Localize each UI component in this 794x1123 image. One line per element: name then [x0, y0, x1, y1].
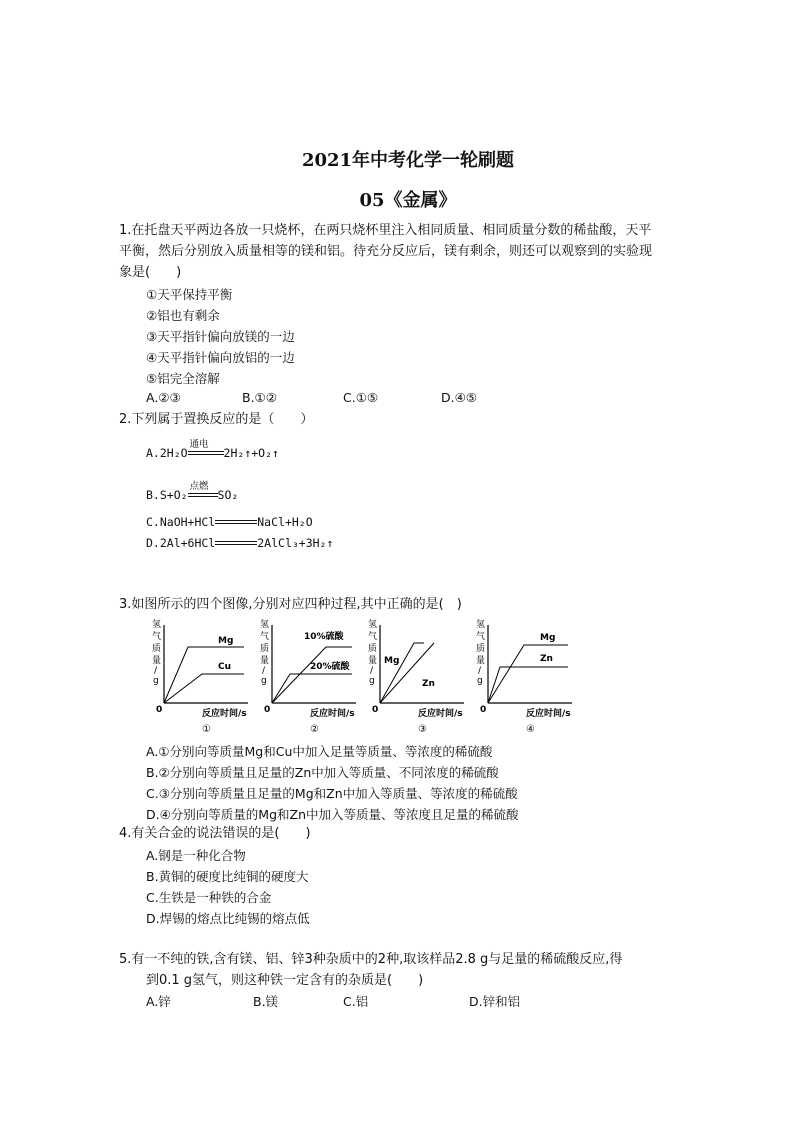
q2-c-lhs: C.NaOH+HCl — [146, 515, 216, 529]
y-axis-label-char: 量 — [476, 656, 486, 666]
chart-panel-1 — [152, 618, 248, 735]
y-axis-label-char: / — [262, 666, 266, 676]
q5-stem-line2: 到0.1 g氢气，则这种铁一定含有的杂质是( ) — [146, 973, 424, 988]
page-subtitle: 05《金属》 — [359, 190, 457, 211]
series-label: 10%硫酸 — [304, 632, 344, 642]
q1-choice-a: A.②③ — [146, 390, 181, 405]
series-line-mg — [380, 643, 424, 703]
q2-c-rhs: NaCl+H₂O — [257, 515, 313, 529]
q4-choice-c: C.生铁是一种铁的合金 — [146, 890, 272, 905]
panel-number: ③ — [418, 724, 427, 735]
series-line-cu — [164, 674, 244, 703]
q3-choice-d: D.④分别向等质量的Mg和Zn中加入等质量、等浓度且足量的稀硫酸 — [146, 807, 519, 822]
origin-label: 0 — [156, 705, 163, 715]
q1-item: ①天平保持平衡 — [146, 287, 233, 302]
chart-panel-2 — [260, 618, 356, 735]
q1-item: ③天平指针偏向放镁的一边 — [146, 329, 295, 344]
q3-choice-c: C.③分别向等质量且足量的Mg和Zn中加入等质量、等浓度的稀硫酸 — [146, 786, 518, 801]
y-axis-label-char: g — [369, 676, 375, 686]
origin-label: 0 — [264, 705, 271, 715]
series-label: 20%硫酸 — [310, 662, 350, 672]
y-axis-label-char: 气 — [368, 632, 378, 642]
series-label: Zn — [422, 679, 435, 689]
y-axis-label-char: 质 — [260, 644, 270, 654]
q2-option-a — [146, 438, 279, 460]
y-axis-label-char: 质 — [368, 644, 378, 654]
y-axis-label-char: 量 — [152, 656, 162, 666]
panel-number: ① — [202, 724, 211, 735]
chart-panel-4 — [476, 618, 572, 735]
q3-choice-a: A.①分别向等质量Mg和Cu中加入足量等质量、等浓度的稀硫酸 — [146, 744, 493, 759]
q1-choice-b: B.①② — [242, 390, 277, 405]
y-axis-label-char: / — [370, 666, 374, 676]
x-axis-label: 反应时间/s — [202, 709, 247, 719]
series-label: Mg — [384, 656, 400, 666]
q5-choice-b: B.镁 — [253, 994, 279, 1009]
x-axis-label: 反应时间/s — [310, 709, 355, 719]
q2-d-rhs: 2AlCl₃+3H₂↑ — [257, 536, 334, 550]
q1-item: ⑤铝完全溶解 — [146, 371, 220, 386]
q1-choice-c: C.①⑤ — [343, 390, 379, 405]
y-axis-label-char: 氢 — [152, 620, 162, 630]
series-line-mg — [164, 647, 244, 703]
y-axis-label-char: / — [478, 666, 482, 676]
panel-number: ② — [310, 724, 319, 735]
q3-choice-b: B.②分别向等质量且足量的Zn中加入等质量、不同浓度的稀硫酸 — [146, 765, 499, 780]
q1-choice-d: D.④⑤ — [441, 390, 478, 405]
q1-stem-line3: 象是( ) — [119, 265, 182, 280]
y-axis-label-char: 气 — [260, 632, 270, 642]
y-axis-label-char: g — [261, 676, 267, 686]
q2-option-c — [146, 515, 313, 529]
origin-label: 0 — [480, 705, 487, 715]
q1-item: ②铝也有剩余 — [146, 308, 220, 323]
q5-choice-a: A.锌 — [146, 994, 171, 1009]
chart-panel-3 — [368, 618, 464, 735]
y-axis-label-char: 质 — [152, 644, 162, 654]
y-axis-label-char: 氢 — [260, 620, 270, 630]
q2-b-lhs: B.S+O₂ — [146, 488, 188, 502]
q2-a-condition: 通电 — [189, 438, 209, 450]
equals-sign — [188, 438, 224, 459]
series-line-zn — [380, 643, 434, 703]
q3-figure — [140, 615, 590, 735]
y-axis-label-char: g — [477, 676, 483, 686]
y-axis-label-char: / — [154, 666, 158, 676]
series-label: Mg — [218, 636, 234, 646]
q1-stem-line2: 平衡，然后分别放入质量相等的镁和铝。待充分反应后，镁有剩余，则还可以观察到的实验现 — [119, 244, 653, 259]
series-line-zn — [488, 667, 568, 703]
series-line-20pct — [272, 674, 352, 703]
q2-a-rhs: 2H₂↑+O₂↑ — [223, 446, 279, 460]
panel-number: ④ — [526, 724, 535, 735]
q2-b-condition: 点燃 — [189, 480, 209, 492]
origin-label: 0 — [372, 705, 379, 715]
y-axis-label-char: g — [153, 676, 159, 686]
q4-choice-b: B.黄铜的硬度比纯铜的硬度大 — [146, 869, 309, 884]
q2-b-rhs: SO₂ — [217, 488, 239, 502]
q4-choice-d: D.焊锡的熔点比纯锡的熔点低 — [146, 911, 310, 926]
series-label: Zn — [540, 654, 553, 664]
y-axis-label-char: 量 — [368, 656, 378, 666]
y-axis-label-char: 氢 — [368, 620, 378, 630]
y-axis-label-char: 量 — [260, 656, 270, 666]
q2-option-b — [146, 480, 239, 502]
series-label: Mg — [540, 633, 556, 643]
series-line-10pct — [272, 647, 352, 703]
q1-stem-line1: 1.在托盘天平两边各放一只烧杯，在两只烧杯里注入相同质量、相同质量分数的稀盐酸，天平 — [119, 223, 652, 238]
y-axis-label-char: 氢 — [476, 620, 486, 630]
series-line-mg — [488, 645, 568, 703]
x-axis-label: 反应时间/s — [418, 709, 463, 719]
q2-stem: 2.下列属于置换反应的是（ ） — [119, 412, 314, 427]
q4-stem: 4.有关合金的说法错误的是( ) — [119, 826, 311, 841]
equals-sign — [215, 518, 257, 528]
series-label: Cu — [218, 662, 232, 672]
q4-choice-a: A.钢是一种化合物 — [146, 848, 246, 863]
page-title: 2021年中考化学一轮刷题 — [301, 150, 515, 171]
q1-item: ④天平指针偏向放铝的一边 — [146, 350, 295, 365]
x-axis-label: 反应时间/s — [526, 709, 571, 719]
y-axis-label-char: 质 — [476, 644, 486, 654]
q3-stem: 3.如图所示的四个图像,分别对应四种过程,其中正确的是( ) — [119, 597, 462, 612]
y-axis-label-char: 气 — [152, 632, 162, 642]
equals-sign — [188, 480, 218, 501]
y-axis-label-char: 气 — [476, 632, 486, 642]
q2-d-lhs: D.2Al+6HCl — [146, 536, 216, 550]
q5-stem-line1: 5.有一不纯的铁,含有镁、铝、锌3种杂质中的2种,取该样品2.8 g与足量的稀硫酸反应,得 — [119, 952, 623, 967]
q5-choice-c: C.铝 — [343, 994, 369, 1009]
q2-option-d — [146, 536, 333, 550]
q5-choice-d: D.锌和铝 — [469, 994, 521, 1009]
q2-a-lhs: A.2H₂O — [146, 446, 188, 460]
equals-sign — [215, 539, 257, 549]
